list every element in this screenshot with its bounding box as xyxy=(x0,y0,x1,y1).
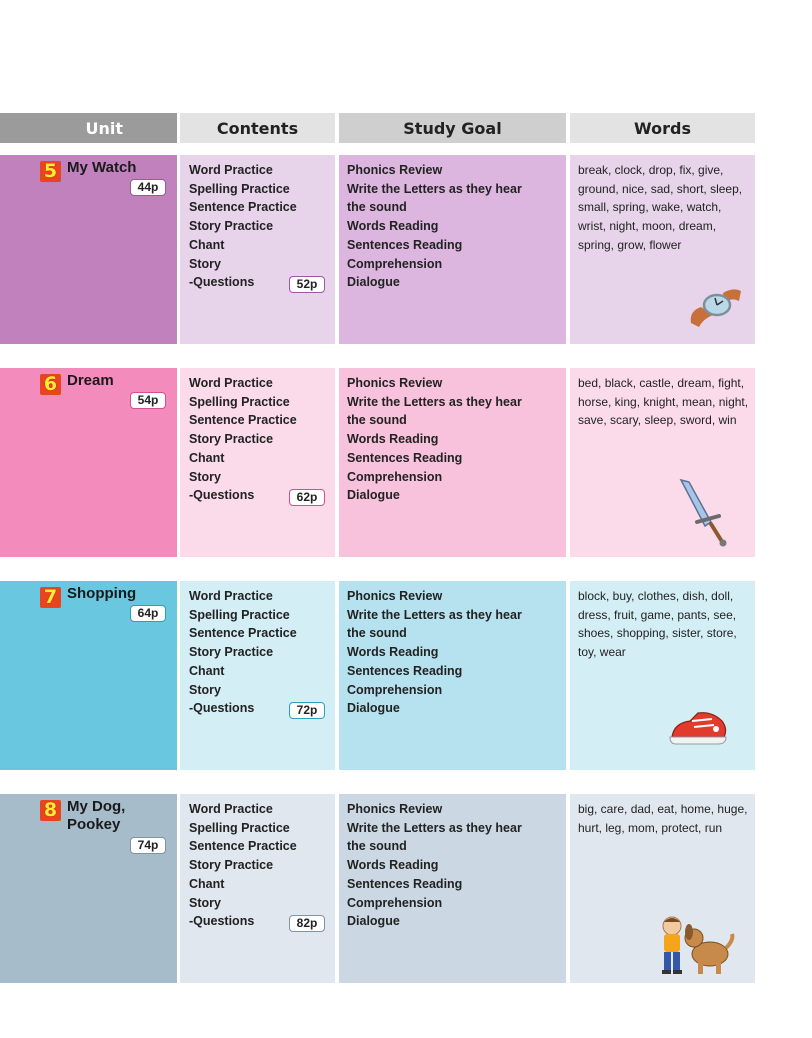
unit-row xyxy=(0,155,812,344)
contents-list xyxy=(189,374,335,505)
unit-row xyxy=(0,581,812,770)
unit-start-page: 54p xyxy=(130,392,166,409)
unit-row xyxy=(0,794,812,983)
contents-list xyxy=(189,587,335,718)
unit-title: My Dog, Pookey xyxy=(67,798,126,833)
study-goal-item: Comprehension xyxy=(347,256,443,271)
unit-end-page: 72p xyxy=(289,702,325,719)
header-words: Words xyxy=(570,113,755,143)
unit-end-page: 62p xyxy=(289,489,325,506)
study-goal-item: Write the Letters as they hear xyxy=(347,820,522,835)
study-goal-item: Phonics Review xyxy=(347,376,443,390)
word-list: bed, black, castle, dream, fight, horse, king, knight, mean, night, save, scary, sleep, sword, win xyxy=(578,376,749,428)
study-goal-item: Phonics Review xyxy=(347,163,443,177)
unit-cell xyxy=(0,794,177,983)
contents-item: -Questions xyxy=(189,914,255,929)
words-cell xyxy=(570,155,755,344)
contents-item: Word Practice xyxy=(189,163,273,177)
unit-title: My Watch xyxy=(67,159,137,176)
study-goal-item: Words Reading xyxy=(347,645,439,660)
header-contents: Contents xyxy=(180,113,335,143)
header-study-goal: Study Goal xyxy=(339,113,566,143)
contents-cell xyxy=(180,155,335,344)
study-goal-item: Dialogue xyxy=(347,275,400,290)
study-goal-list xyxy=(347,587,566,718)
contents-item: Chant xyxy=(189,237,225,252)
contents-item: Sentence Practice xyxy=(189,200,297,215)
boy-and-dog-icon xyxy=(656,912,736,978)
unit-start-page: 44p xyxy=(130,179,166,196)
word-list: big, care, dad, eat, home, huge, hurt, leg, mom, protect, run xyxy=(578,802,748,835)
study-goal-item: Comprehension xyxy=(347,682,443,697)
word-list: break, clock, drop, fix, give, ground, nice, sad, short, sleep, small, spring, wake, watch, wrist, night, moon, dream, spring, grow, flower xyxy=(578,163,743,252)
contents-item: Story xyxy=(189,895,221,910)
contents-item: Word Practice xyxy=(189,376,273,390)
words-cell xyxy=(570,368,755,557)
contents-item: Sentence Practice xyxy=(189,626,297,641)
contents-item: -Questions xyxy=(189,275,255,290)
contents-cell xyxy=(180,368,335,557)
study-goal-item: Comprehension xyxy=(347,895,443,910)
study-goal-item: the sound xyxy=(347,413,407,428)
study-goal-item: Dialogue xyxy=(347,701,400,716)
contents-item: Spelling Practice xyxy=(189,820,290,835)
contents-item: Story Practice xyxy=(189,219,274,234)
words-cell xyxy=(570,794,755,983)
unit-start-page: 74p xyxy=(130,837,166,854)
contents-list xyxy=(189,800,335,931)
contents-item: Sentence Practice xyxy=(189,839,297,854)
contents-item: Word Practice xyxy=(189,802,273,816)
contents-item: Spelling Practice xyxy=(189,607,290,622)
study-goal-item: Write the Letters as they hear xyxy=(347,607,522,622)
study-goal-item: Dialogue xyxy=(347,488,400,503)
study-goal-item: the sound xyxy=(347,839,407,854)
unit-title: Dream xyxy=(67,372,114,389)
unit-cell xyxy=(0,581,177,770)
unit-title: Shopping xyxy=(67,585,137,602)
unit-number-badge: 7 xyxy=(40,587,61,608)
contents-item: Spelling Practice xyxy=(189,394,290,409)
contents-item: Story Practice xyxy=(189,645,274,660)
study-goal-item: Sentences Reading xyxy=(347,663,463,678)
study-goal-list xyxy=(347,374,566,505)
study-goal-item: the sound xyxy=(347,626,407,641)
study-goal-item: Sentences Reading xyxy=(347,450,463,465)
unit-number-badge: 6 xyxy=(40,374,61,395)
study-goal-item: Words Reading xyxy=(347,858,439,873)
study-goal-cell xyxy=(339,155,566,344)
unit-cell xyxy=(0,368,177,557)
unit-number-badge: 8 xyxy=(40,800,61,821)
contents-item: Chant xyxy=(189,663,225,678)
watch-icon xyxy=(685,281,745,331)
contents-item: Word Practice xyxy=(189,589,273,603)
study-goal-item: Words Reading xyxy=(347,432,439,447)
contents-item: Sentence Practice xyxy=(189,413,297,428)
contents-list xyxy=(189,161,335,292)
header-unit: Unit xyxy=(0,113,177,143)
contents-item: Story xyxy=(189,682,221,697)
study-goal-item: Write the Letters as they hear xyxy=(347,394,522,409)
study-goal-item: Comprehension xyxy=(347,469,443,484)
contents-item: Spelling Practice xyxy=(189,181,290,196)
study-goal-item: Phonics Review xyxy=(347,589,443,603)
study-goal-item: Phonics Review xyxy=(347,802,443,816)
contents-cell xyxy=(180,581,335,770)
contents-item: Story xyxy=(189,469,221,484)
study-goal-item: the sound xyxy=(347,200,407,215)
unit-cell xyxy=(0,155,177,344)
study-goal-item: Sentences Reading xyxy=(347,237,463,252)
word-list: block, buy, clothes, dish, doll, dress, fruit, game, pants, see, shoes, shopping, sister, store, toy, wear xyxy=(578,589,737,660)
unit-end-page: 52p xyxy=(289,276,325,293)
contents-item: Chant xyxy=(189,450,225,465)
contents-cell xyxy=(180,794,335,983)
unit-number-badge: 5 xyxy=(40,161,61,182)
words-cell xyxy=(570,581,755,770)
contents-item: Story xyxy=(189,256,221,271)
study-goal-item: Sentences Reading xyxy=(347,876,463,891)
contents-item: -Questions xyxy=(189,488,255,503)
study-goal-item: Words Reading xyxy=(347,219,439,234)
study-goal-list xyxy=(347,161,566,292)
study-goal-cell xyxy=(339,368,566,557)
contents-item: Story Practice xyxy=(189,858,274,873)
contents-item: Chant xyxy=(189,876,225,891)
sneaker-icon xyxy=(668,707,730,747)
unit-start-page: 64p xyxy=(130,605,166,622)
contents-item: -Questions xyxy=(189,701,255,716)
study-goal-list xyxy=(347,800,566,931)
sword-icon xyxy=(675,478,733,548)
study-goal-item: Dialogue xyxy=(347,914,400,929)
unit-row xyxy=(0,368,812,557)
study-goal-cell xyxy=(339,794,566,983)
unit-end-page: 82p xyxy=(289,915,325,932)
study-goal-cell xyxy=(339,581,566,770)
study-goal-item: Write the Letters as they hear xyxy=(347,181,522,196)
contents-item: Story Practice xyxy=(189,432,274,447)
